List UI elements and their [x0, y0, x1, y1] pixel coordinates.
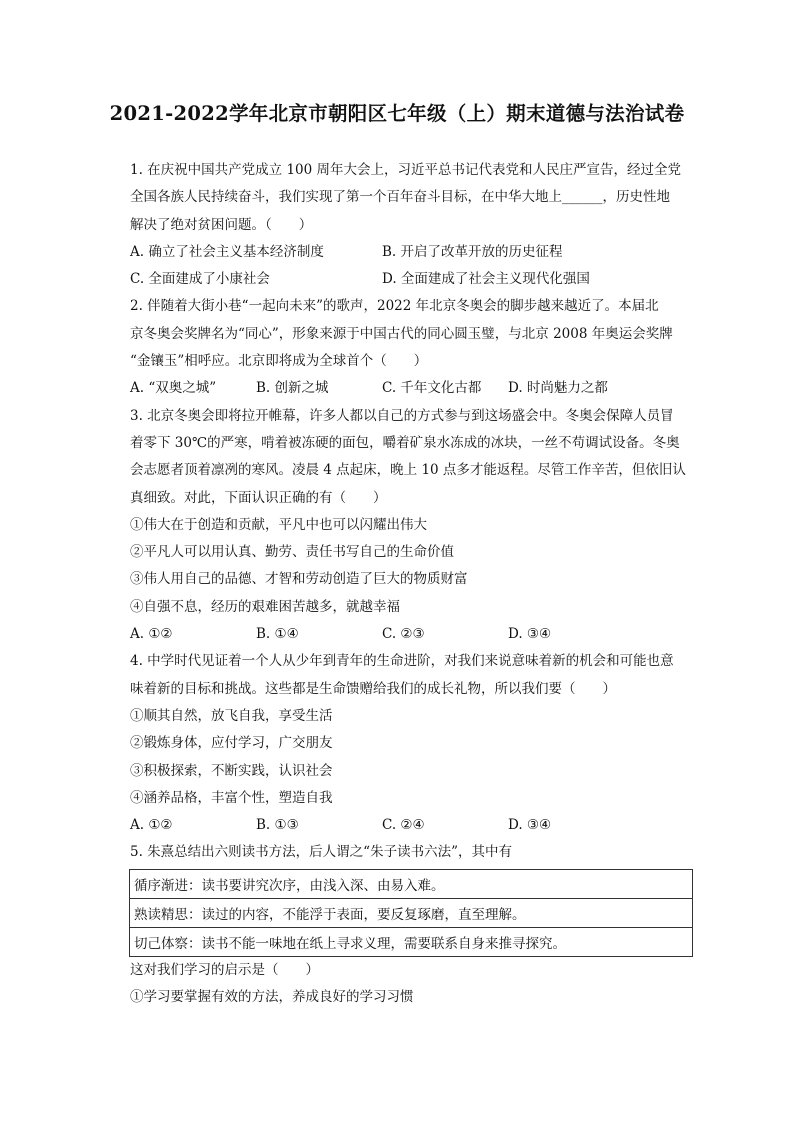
statement-item: ③积极探索，不断实践，认识社会 [130, 762, 333, 779]
page-title: 2021-2022学年北京市朝阳区七年级（上）期末道德与法治试卷 [109, 102, 685, 125]
option-c: C. 全面建成了小康社会 [130, 271, 270, 288]
question-3 [130, 403, 692, 649]
option-b: B. 创新之城 [256, 380, 329, 397]
question-text: 着零下 30℃的严寒，啃着被冻硬的面包，嚼着矿泉水冻成的冰块，一丝不苟调试设备。冬奥 [130, 434, 680, 451]
question-text: 味着新的目标和挑战。这些都是生命馈赠给我们的成长礼物，所以我们要（ ） [130, 680, 616, 697]
option-c: C. 千年文化古都 [382, 380, 482, 397]
question-1 [130, 157, 692, 293]
statement-item: ④自强不息，经历的艰难困苦越多，就越幸福 [130, 598, 400, 615]
question-text: 4. 中学时代见证着一个人从少年到青年的生命进阶，对我们来说意味着新的机会和可能也意 [130, 653, 674, 670]
option-c: C. ②④ [382, 817, 425, 834]
option-d: D. 时尚魅力之都 [508, 380, 608, 397]
statement-item: ④涵养品格，丰富个性，塑造自我 [130, 789, 333, 806]
option-a: A. “双奥之城” [130, 380, 217, 397]
table-cell: 循序渐进：读书要讲究次序，由浅入深、由易入难。 [130, 869, 693, 898]
table-row [130, 927, 693, 956]
question-text: 全国各族人民持续奋斗，我们实现了第一个百年奋斗目标，在中华大地上______，历史性地 [130, 189, 670, 206]
question-text: 这对我们学习的启示是（ ） [130, 961, 319, 978]
statement-item: ①学习要掌握有效的方法，养成良好的学习习惯 [130, 989, 414, 1006]
question-text: 真细致。对此，下面认识正确的有（ ） [130, 489, 387, 506]
table-cell: 切己体察：读书不能一味地在纸上寻求义理，需要联系自身来推寻探究。 [130, 927, 693, 956]
statement-item: ①伟大在于创造和贡献，平凡中也可以闪耀出伟大 [130, 516, 427, 533]
question-2 [130, 293, 692, 402]
table-row [130, 869, 693, 898]
option-b: B. ①④ [256, 626, 299, 643]
option-d: D. ③④ [508, 817, 552, 834]
option-b: B. 开启了改革开放的历史征程 [382, 243, 563, 260]
question-5 [130, 839, 692, 1011]
question-text: 解决了绝对贫困问题。（ ） [130, 216, 313, 233]
option-b: B. ①③ [256, 817, 299, 834]
option-a: A. 确立了社会主义基本经济制度 [130, 243, 324, 260]
question-text: 京冬奥会奖牌名为“同心”，形象来源于中国古代的同心圆玉璧，与北京 2008 年奥运会奖牌 [130, 325, 673, 342]
question-text: 会志愿者顶着凛冽的寒风。凌晨 4 点起床，晚上 10 点多才能返程。尽管工作辛苦，但依旧认 [130, 462, 686, 479]
option-c: C. ②③ [382, 626, 425, 643]
options-row [130, 621, 692, 648]
question-text: 1. 在庆祝中国共产党成立 100 周年大会上，习近平总书记代表党和人民庄严宣告，经过全党 [130, 162, 682, 178]
question-4 [130, 648, 692, 839]
option-d: D. ③④ [508, 626, 552, 643]
statement-item: ②锻炼身体，应付学习，广交朋友 [130, 735, 333, 752]
reading-methods-table [129, 869, 693, 957]
options-row [130, 812, 692, 839]
question-text: “金镶玉”相呼应。北京即将成为全球首个（ ） [130, 353, 428, 370]
question-text: 5. 朱熹总结出六则读书方法，后人谓之“朱子读书六法”，其中有 [130, 844, 512, 861]
question-text: 2. 伴随着大街小巷“一起向未来”的歌声，2022 年北京冬奥会的脚步越来越近了。本届北 [130, 298, 659, 315]
options-row [130, 375, 692, 402]
option-a: A. ①② [130, 817, 173, 834]
options-row [130, 266, 692, 293]
option-a: A. ①② [130, 626, 173, 643]
options-row [130, 239, 692, 266]
option-d: D. 全面建成了社会主义现代化强国 [382, 271, 590, 288]
table-row [130, 898, 693, 927]
question-list [130, 157, 692, 1011]
statement-item: ③伟人用自己的品德、才智和劳动创造了巨大的物质财富 [130, 571, 468, 588]
question-text: 3. 北京冬奥会即将拉开帷幕，许多人都以自己的方式参与到这场盛会中。冬奥会保障人员冒 [130, 407, 674, 424]
table-cell: 熟读精思：读过的内容，不能浮于表面，要反复琢磨，直至理解。 [130, 898, 693, 927]
statement-item: ①顺其自然，放飞自我，享受生活 [130, 707, 333, 724]
statement-item: ②平凡人可以用认真、勤劳、责任书写自己的生命价值 [130, 544, 454, 561]
